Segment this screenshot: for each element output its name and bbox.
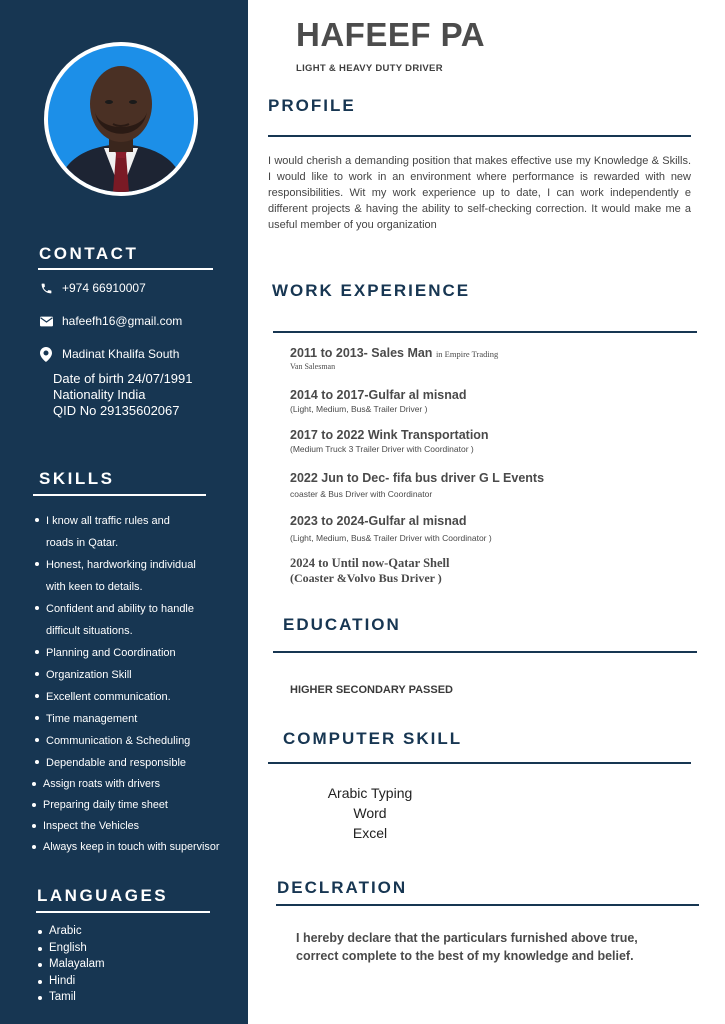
job-title: 2024 to Until now-Qatar Shell <box>290 556 450 570</box>
contact-phone <box>38 280 146 296</box>
skill-item: Honest, hardworking individual <box>33 554 219 576</box>
skill-item: Excellent communication. <box>33 686 219 708</box>
skill-item: Inspect the Vehicles <box>30 816 219 837</box>
profile-photo <box>44 42 198 196</box>
skill-item: Dependable and responsible <box>33 752 219 774</box>
date-of-birth: Date of birth 24/07/1991 <box>53 371 193 386</box>
computer-skill-item: Word <box>353 805 387 821</box>
candidate-name: HAFEEF PA <box>296 16 486 53</box>
job-title: 2017 to 2022 Wink Transportation <box>290 428 489 442</box>
computer-skill-item: Excel <box>352 825 388 841</box>
education-heading: EDUCATION <box>283 615 401 634</box>
contact-divider <box>38 268 213 270</box>
education-divider <box>273 651 697 653</box>
language-item: English <box>36 940 105 957</box>
contact-location <box>38 346 179 362</box>
languages-divider <box>36 911 210 913</box>
skill-item: Always keep in touch with supervisor <box>30 837 219 858</box>
profile-text: I would cherish a demanding position that makes effective use my Knowledge & Skills. I would like to work in an environment where performance is rewarded with new responsibilities. Wit my work experience up to date, I can work independently e different projects & having the ability to self-checking correction. It would make me a useful member of you organization <box>268 155 691 231</box>
skill-item: Communication & Scheduling <box>33 730 219 752</box>
skill-item: Time management <box>33 708 219 730</box>
qid-number: QID No 29135602067 <box>53 403 180 418</box>
skill-item: Organization Skill <box>33 664 219 686</box>
avatar <box>48 46 194 192</box>
phone-number[interactable]: +974 66910007 <box>62 281 146 295</box>
skills-heading: SKILLS <box>39 469 115 488</box>
skill-item: Planning and Coordination <box>33 642 219 664</box>
job-subtitle: Van Salesman <box>290 362 336 371</box>
sidebar <box>0 0 248 1024</box>
languages-heading: LANGUAGES <box>37 886 169 905</box>
skills-list <box>33 510 219 858</box>
job-title: 2011 to 2013- Sales Man <box>290 346 433 360</box>
computer-skill-heading: COMPUTER SKILL <box>283 729 463 748</box>
declaration-text: I hereby declare that the particulars furnished above true, correct complete to the best of my knowledge and belief. <box>296 931 638 963</box>
skill-item: Confident and ability to handle <box>33 598 219 620</box>
job-title: 2022 Jun to Dec- fifa bus driver G L Events <box>290 471 545 485</box>
profile-divider <box>268 135 691 137</box>
computer-skill-item: Arabic Typing <box>327 785 413 801</box>
job-subtitle: (Light, Medium, Bus& Trailer Driver with Coordinator ) <box>290 533 492 543</box>
skill-item: I know all traffic rules and <box>33 510 219 532</box>
education-entry: HIGHER SECONDARY PASSED <box>290 684 453 696</box>
language-item: Hindi <box>36 973 105 990</box>
languages-list <box>36 923 105 1006</box>
job-entry <box>290 428 489 454</box>
skill-item: with keen to details. <box>46 581 143 593</box>
email-address[interactable]: hafeefh16@gmail.com <box>62 314 183 328</box>
candidate-role: LIGHT & HEAVY DUTY DRIVER <box>296 63 443 74</box>
personal-details <box>53 371 193 419</box>
job-entry <box>290 514 492 543</box>
contact-heading: CONTACT <box>39 244 139 263</box>
work-experience-heading: WORK EXPERIENCE <box>272 281 471 300</box>
work-experience-divider <box>273 331 697 333</box>
language-item: Tamil <box>36 989 105 1006</box>
computer-skill-list <box>310 783 430 843</box>
skill-item: roads in Qatar. <box>46 537 119 549</box>
profile-heading: PROFILE <box>268 96 356 115</box>
job-title: 2014 to 2017-Gulfar al misnad <box>290 388 467 402</box>
job-entry <box>290 556 450 586</box>
phone-icon <box>38 280 54 296</box>
job-entry <box>290 471 544 499</box>
skill-item: Preparing daily time sheet <box>30 795 219 816</box>
language-item: Malayalam <box>36 956 105 973</box>
location-text: Madinat Khalifa South <box>62 347 180 361</box>
nationality: Nationality India <box>53 387 146 402</box>
job-entry <box>290 388 466 414</box>
job-subtitle: (Coaster &Volvo Bus Driver ) <box>290 571 442 585</box>
computer-skill-divider <box>268 762 691 764</box>
skill-item: Assign roats with drivers <box>30 774 219 795</box>
job-title: 2023 to 2024-Gulfar al misnad <box>290 514 467 528</box>
email-icon <box>38 313 54 329</box>
job-entry <box>290 346 498 371</box>
job-company: in Empire Trading <box>435 349 499 359</box>
declaration-heading: DECLRATION <box>277 878 408 897</box>
language-item: Arabic <box>36 923 105 940</box>
location-pin-icon <box>38 346 54 362</box>
job-subtitle: (Light, Medium, Bus& Trailer Driver ) <box>290 404 428 414</box>
declaration-divider <box>276 904 699 906</box>
skill-item: difficult situations. <box>46 625 133 637</box>
contact-email <box>38 313 182 329</box>
skills-divider <box>33 494 206 496</box>
job-subtitle: (Medium Truck 3 Trailer Driver with Coordinator ) <box>290 444 474 454</box>
job-subtitle: coaster & Bus Driver with Coordinator <box>290 489 433 499</box>
